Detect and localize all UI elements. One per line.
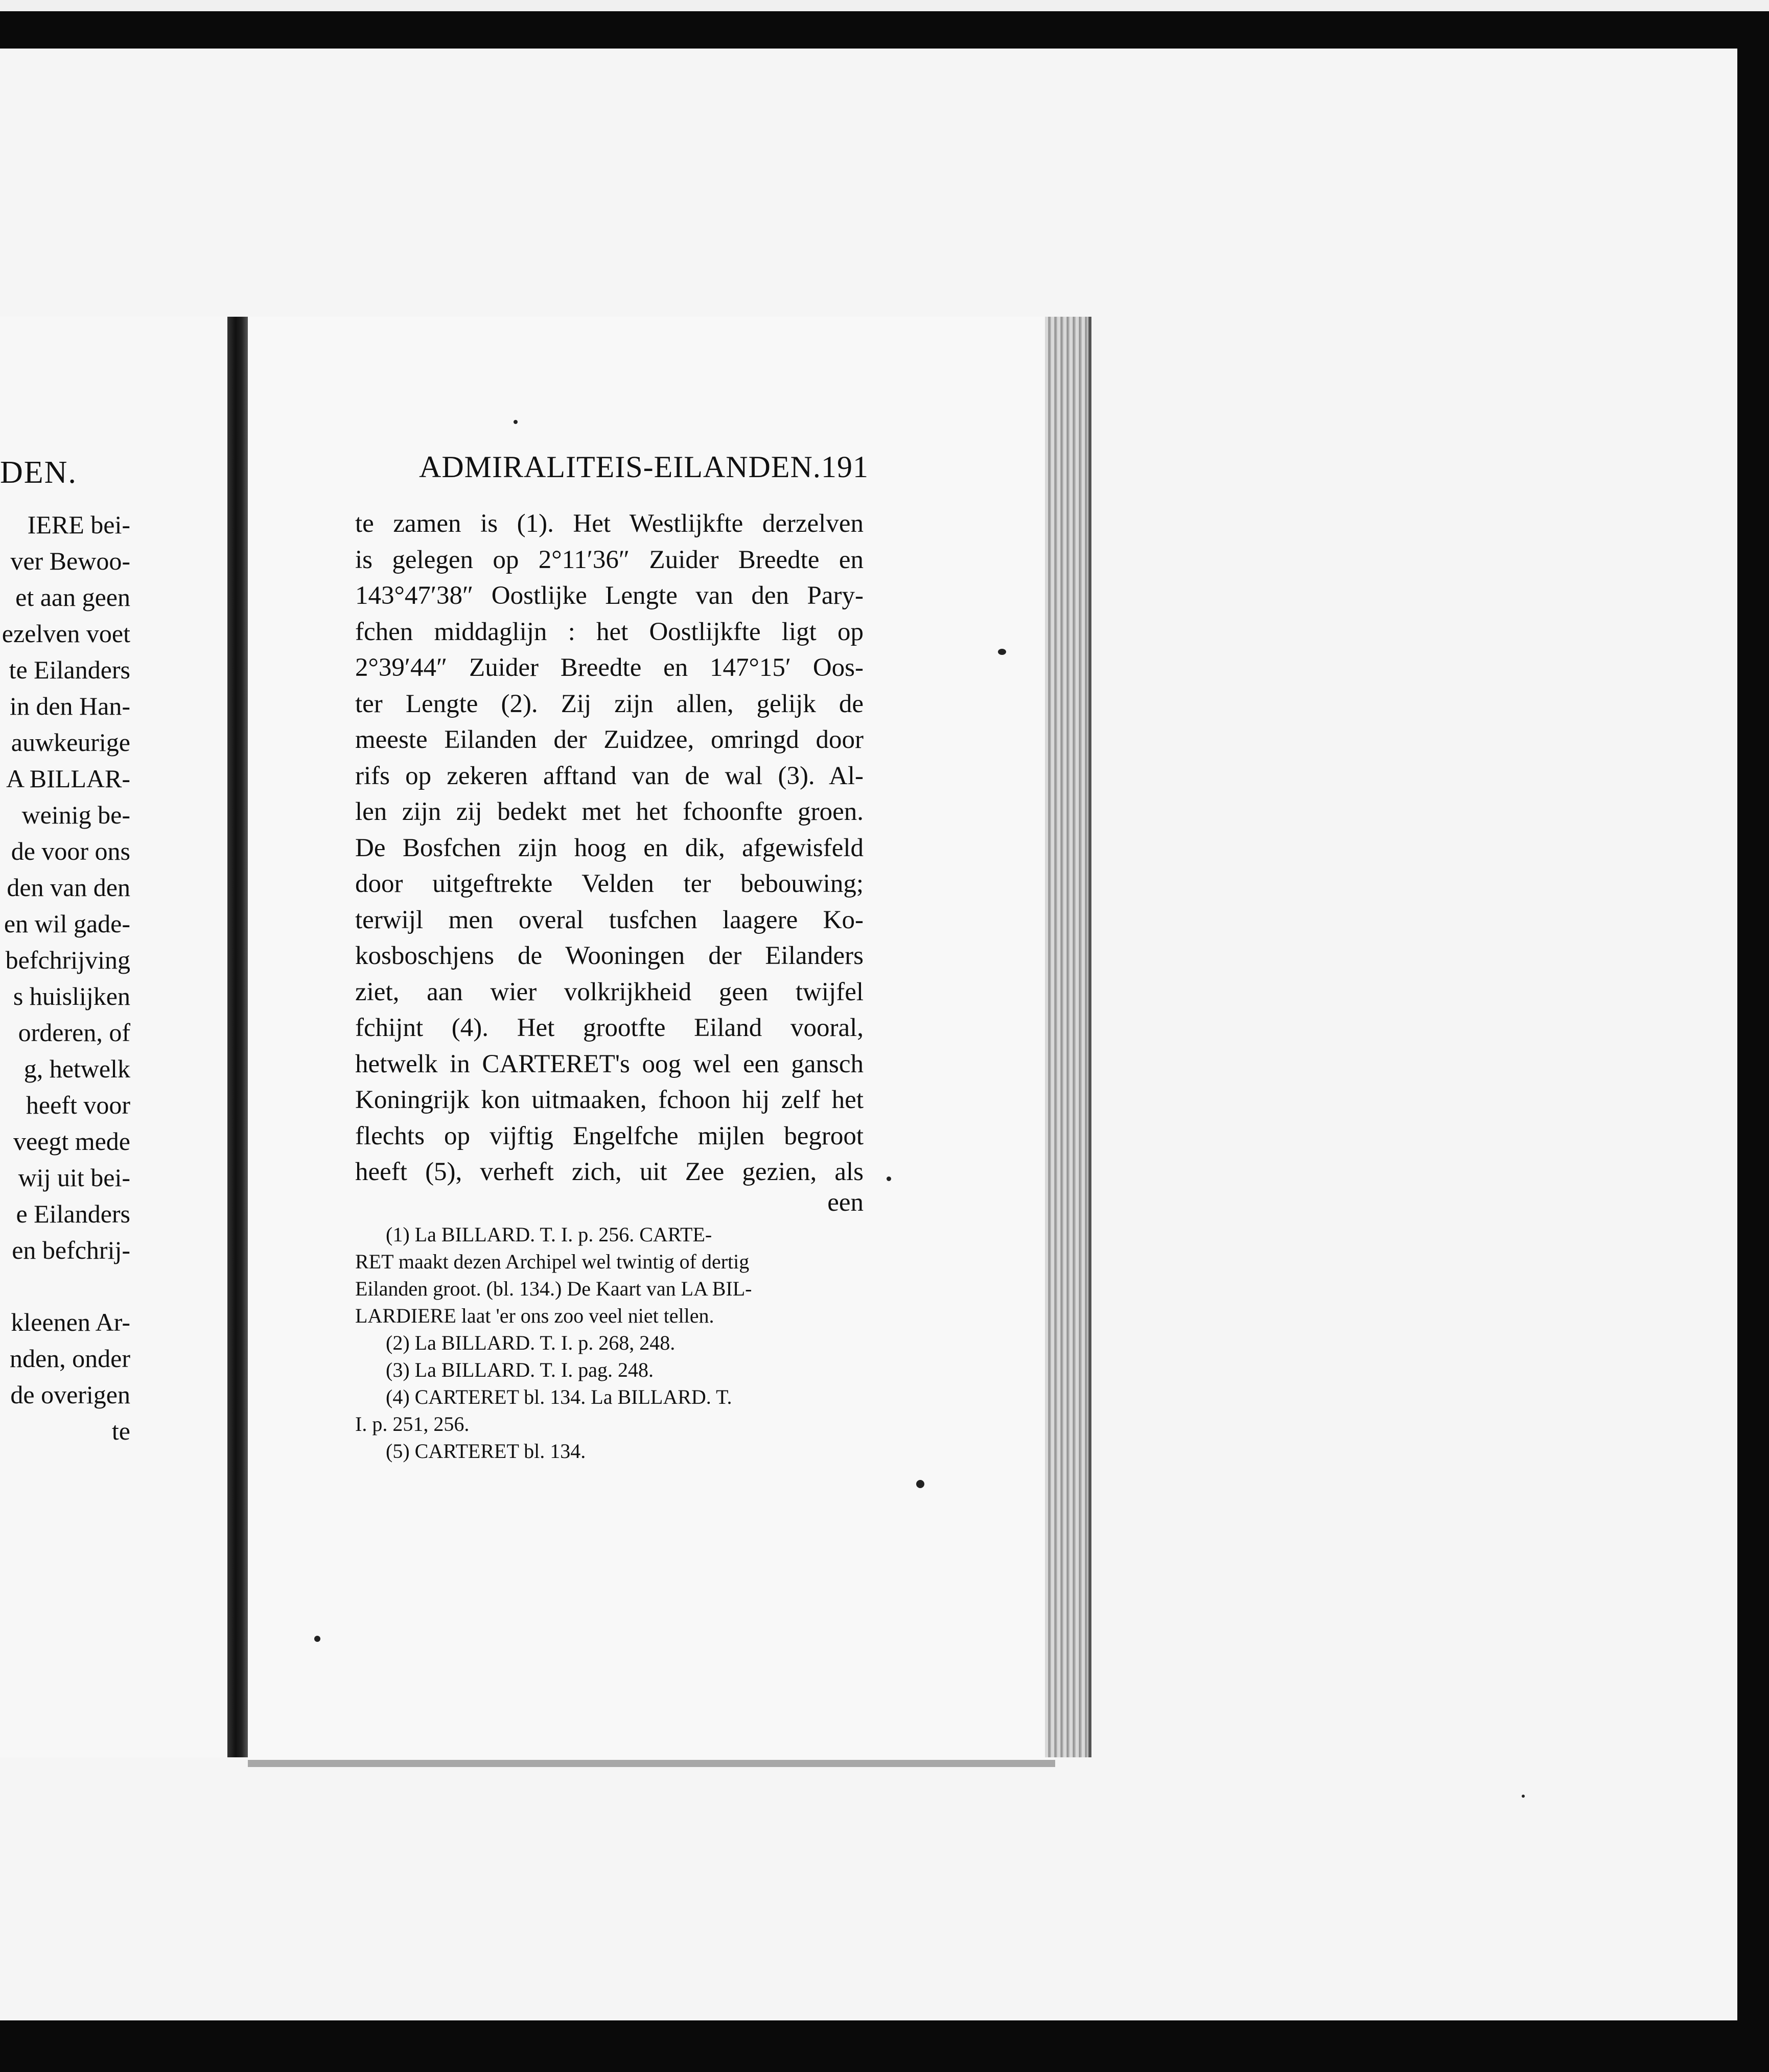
left-line: en wil gade- — [4, 909, 130, 938]
body-line: De Bosfchen zijn hoog en dik, afgewisfeld — [355, 833, 864, 862]
left-line: wij uit bei- — [18, 1163, 130, 1192]
footnote-line: I. p. 251, 256. — [355, 1412, 470, 1435]
body-line: door uitgeftrekte Velden ter bebouwing; — [355, 869, 864, 898]
scan-frame-top-strip — [0, 0, 1769, 11]
footnotes — [355, 1221, 864, 1465]
body-line: Koningrijk kon uitmaaken, fchoon hij zelf het — [355, 1086, 864, 1114]
left-line: nden, onder — [9, 1344, 130, 1373]
footnote-line: RET maakt dezen Archipel wel twintig of dertig — [355, 1250, 750, 1273]
footnote-line: (3) La BILLARD. T. I. pag. 248. — [386, 1358, 654, 1381]
page-edges — [1045, 317, 1091, 1757]
body-text — [355, 506, 864, 1190]
body-line: meeste Eilanden der Zuidzee, omringd door — [355, 725, 864, 754]
body-line: fchijnt (4). Het grootfte Eiland vooral, — [355, 1014, 864, 1042]
body-line: ter Lengte (2). Zij zijn allen, gelijk de — [355, 689, 864, 718]
body-line: flechts op vijftig Engelfche mijlen begroot — [355, 1121, 864, 1150]
left-line: de voor ons — [11, 837, 130, 865]
running-head — [419, 450, 869, 490]
scan-speck — [998, 649, 1006, 655]
scan-speck — [887, 1176, 891, 1181]
left-page-text — [0, 507, 130, 1449]
left-line: de overigen — [10, 1380, 130, 1409]
body-line: is gelegen op 2°11′36″ Zuider Breedte en — [355, 545, 864, 574]
left-line: et aan geen — [15, 583, 130, 611]
scan-speck — [1522, 1795, 1525, 1798]
body-line: kosboschjens de Wooningen der Eilanders — [355, 941, 864, 970]
page-number: 191 — [821, 450, 869, 484]
body-line: rifs op zekeren afftand van de wal (3). Al- — [355, 761, 864, 790]
scan-frame-right — [1737, 49, 1769, 2021]
left-line: auwkeurige — [11, 728, 130, 757]
left-line: IERE bei- — [27, 510, 130, 539]
book-gutter — [227, 317, 248, 1757]
left-line: g, hetwelk — [24, 1054, 130, 1083]
footnote-line: LARDIERE laat 'er ons zoo veel niet tellen. — [355, 1304, 714, 1327]
left-line: heeft voor — [26, 1091, 130, 1119]
left-line: te Eilanders — [9, 655, 130, 684]
footnote-line: (4) CARTERET bl. 134. La BILLARD. T. — [386, 1385, 732, 1408]
body-line: 143°47′38″ Oostlijke Lengte van den Pary- — [355, 581, 864, 610]
left-line: e Eilanders — [16, 1199, 130, 1228]
footnote-line: (5) CARTERET bl. 134. — [386, 1440, 586, 1463]
left-line: kleenen Ar- — [11, 1308, 130, 1336]
scan-speck — [514, 420, 518, 424]
left-page — [0, 317, 230, 1757]
body-line: te zamen is (1). Het Westlijkfte derzelven — [355, 509, 864, 538]
body-line: ziet, aan wier volkrijkheid geen twijfel — [355, 977, 864, 1006]
left-line: en befchrij- — [12, 1236, 130, 1264]
scan-frame-bottom — [0, 2020, 1769, 2072]
left-line: befchrijving — [5, 946, 130, 974]
body-line: hetwelk in CARTERET's oog wel een gansch — [355, 1049, 864, 1078]
left-line: in den Han- — [9, 692, 130, 720]
footnote-line: Eilanden groot. (bl. 134.) De Kaart van LA BIL- — [355, 1277, 752, 1300]
left-line: weinig be- — [21, 800, 130, 829]
left-line: veegt mede — [13, 1127, 130, 1156]
catchword: een — [827, 1188, 864, 1217]
body-line: heeft (5), verheft zich, uit Zee gezien, als — [355, 1158, 864, 1186]
left-line: ver Bewoo- — [10, 547, 130, 575]
scan-speck — [916, 1480, 924, 1488]
running-head-title: ADMIRALITEIS-EILANDEN. — [419, 450, 821, 484]
body-line: fchen middaglijn : het Oostlijkfte ligt op — [355, 617, 864, 646]
left-line: A BILLAR- — [6, 764, 130, 793]
body-line: 2°39′44″ Zuider Breedte en 147°15′ Oos- — [355, 653, 864, 682]
footnote-line: (1) La BILLARD. T. I. p. 256. CARTE- — [386, 1223, 712, 1246]
footnote-line: (2) La BILLARD. T. I. p. 268, 248. — [386, 1331, 676, 1354]
body-line: len zijn zij bedekt met het fchoonfte groen. — [355, 797, 864, 826]
left-line: orderen, of — [18, 1018, 130, 1047]
left-line: te — [111, 1417, 130, 1445]
left-line: den van den — [7, 873, 130, 902]
body-line: terwijl men overal tusfchen laagere Ko- — [355, 905, 864, 934]
left-running-head: DEN. — [0, 455, 77, 490]
scan-speck — [314, 1636, 320, 1642]
left-paragraph-gap — [0, 1268, 130, 1304]
left-line: ezelven voet — [2, 619, 130, 648]
left-line: s huislijken — [13, 982, 130, 1010]
